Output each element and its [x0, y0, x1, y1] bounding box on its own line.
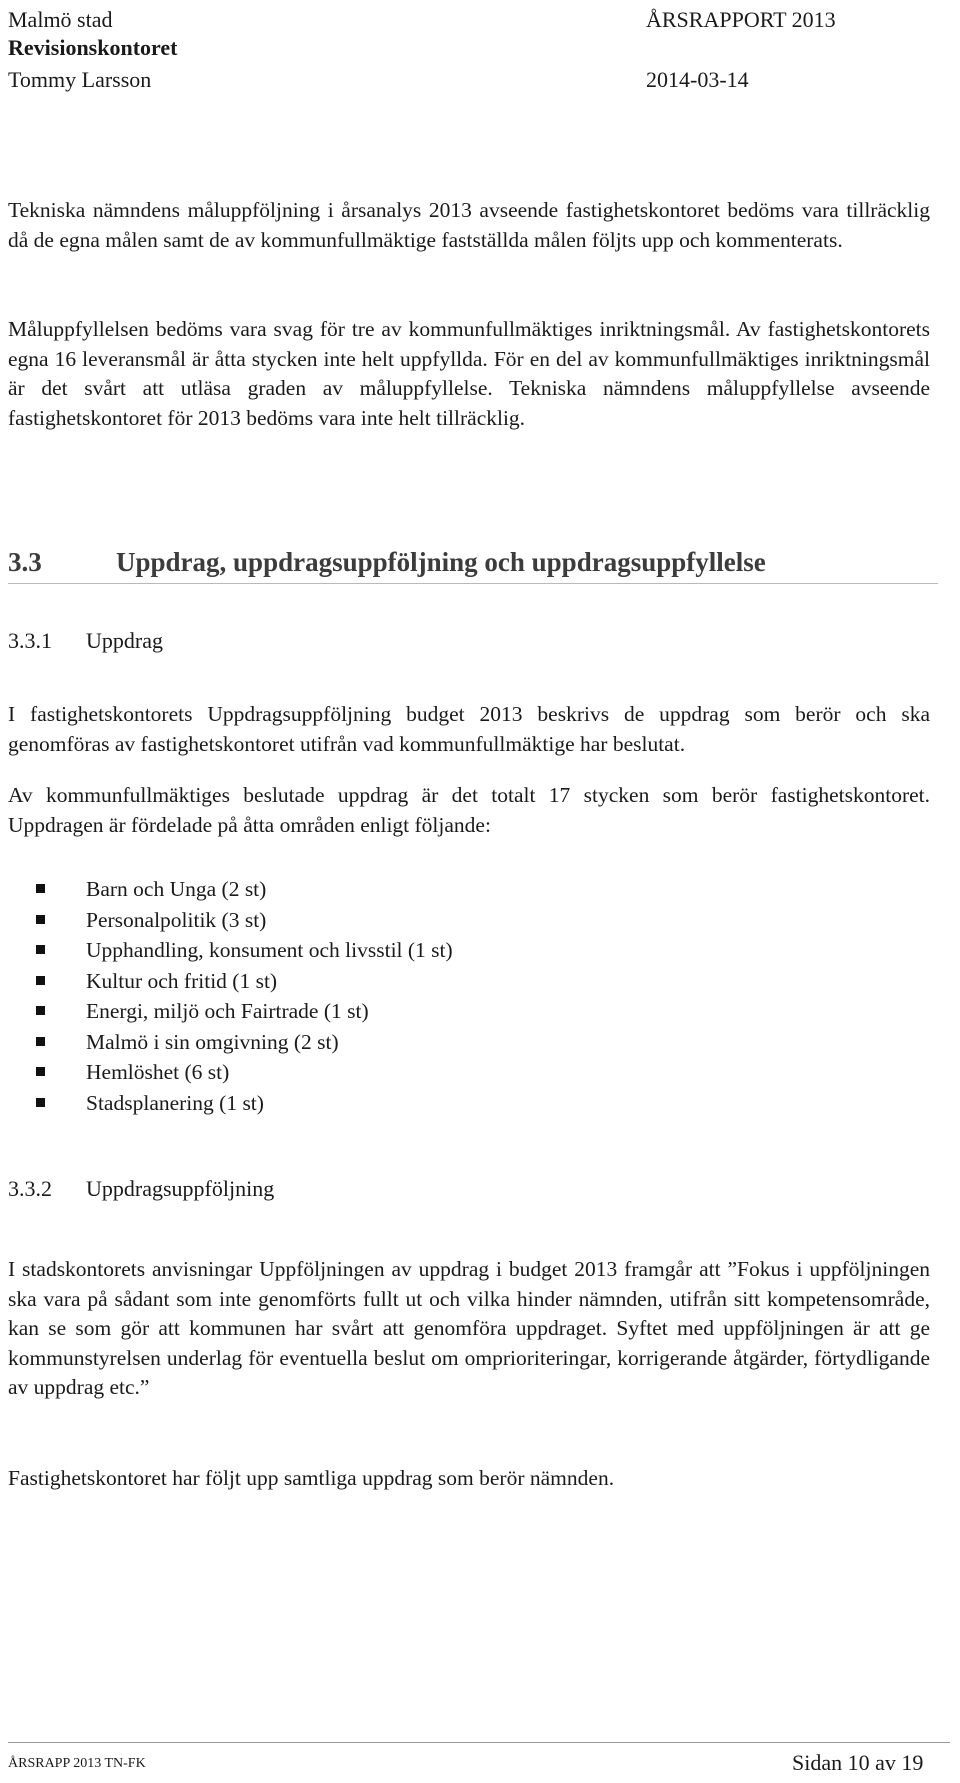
- list-item: Malmö i sin omgivning (2 st): [0, 1027, 453, 1058]
- list-item: Energi, miljö och Fairtrade (1 st): [0, 996, 453, 1027]
- section-number: 3.3: [8, 547, 42, 577]
- header-org: Malmö stad: [8, 7, 113, 32]
- header-row-3: [8, 66, 948, 94]
- bullet-square-icon: [36, 1098, 45, 1107]
- list-item: Kultur och fritid (1 st): [0, 966, 453, 997]
- subsection-heading-uppdrag: [8, 627, 163, 655]
- bullet-square-icon: [36, 1067, 45, 1076]
- list-item: Personalpolitik (3 st): [0, 905, 453, 936]
- subsection-title: Uppdrag: [86, 628, 163, 653]
- paragraph-goal-followup: Tekniska nämndens måluppföljning i årsanalys 2013 avseende fastighetskontoret bedöms vara tillräcklig då de egna målen samt de av kommunfullmäktige fastställda målen följts upp och kommenterats.: [8, 198, 930, 252]
- list-item: Stadsplanering (1 st): [0, 1088, 453, 1119]
- header-report: ÅRSRAPPORT 2013: [646, 7, 836, 32]
- bullet-square-icon: [36, 976, 45, 985]
- section-title: Uppdrag, uppdragsuppföljning och uppdragsuppfyllelse: [116, 547, 766, 577]
- subsection-number: 3.3.2: [8, 1176, 52, 1201]
- header-office: Revisionskontoret: [8, 35, 178, 60]
- bullet-square-icon: [36, 1037, 45, 1046]
- paragraph-followup-instructions: I stadskontorets anvisningar Uppföljningen av uppdrag i budget 2013 framgår att ”Fokus i uppföljningen ska vara på sådant som inte genomförts fullt ut och vilka hinder nämnden, utifrån sitt kompetensområde, kan se som gör att kommunen har svårt att genomföra uppdraget. Syftet med uppföljningen är att ge kommunstyrelsen underlag för eventuella beslut om omprioriteringar, korrigerande åtgärder, förtydligande av uppdrag etc.”: [8, 1257, 930, 1399]
- footer-divider: [8, 1742, 950, 1743]
- header-date: 2014-03-14: [646, 67, 749, 92]
- list-item: Upphandling, konsument och livsstil (1 st): [0, 935, 453, 966]
- paragraph-goal-fulfilment: Måluppfyllelsen bedöms vara svag för tre av kommunfullmäktiges inriktningsmål. Av fastighetskontorets egna 16 leveransmål är åtta stycken inte helt uppfyllda. För en del av kommunfullmäktiges inriktningsmål är det svårt att utläsa graden av måluppfyllelse. Tekniska nämndens måluppfyllelse avseende fastighetskontoret för 2013 bedöms vara inte helt tillräcklig.: [8, 317, 930, 430]
- header-row-1: [8, 6, 948, 34]
- subsection-number: 3.3.1: [8, 628, 52, 653]
- list-item: Barn och Unga (2 st): [0, 874, 453, 905]
- list-item: Hemlöshet (6 st): [0, 1057, 453, 1088]
- footer-doc-code: ÅRSRAPP 2013 TN-FK: [8, 1756, 146, 1771]
- paragraph-uppdrag-count: Av kommunfullmäktiges beslutade uppdrag är det totalt 17 stycken som berör fastighetskontoret. Uppdragen är fördelade på åtta områden enligt följande:: [8, 783, 930, 837]
- bullet-square-icon: [36, 884, 45, 893]
- paragraph-followup-done: Fastighetskontoret har följt upp samtliga uppdrag som berör nämnden.: [8, 1466, 615, 1490]
- header-author: Tommy Larsson: [8, 67, 152, 92]
- area-list: [0, 874, 453, 1118]
- section-heading: [8, 545, 938, 584]
- subsection-title: Uppdragsuppföljning: [86, 1176, 275, 1201]
- footer-page-number: Sidan 10 av 19: [792, 1750, 924, 1775]
- bullet-square-icon: [36, 915, 45, 924]
- bullet-square-icon: [36, 945, 45, 954]
- subsection-heading-uppdragsuppfoljning: [8, 1175, 274, 1203]
- paragraph-uppdrag-intro: I fastighetskontorets Uppdragsuppföljning budget 2013 beskrivs de uppdrag som berör och ska genomföras av fastighetskontoret utifrån vad kommunfullmäktige har beslutat.: [8, 702, 930, 756]
- header-row-2: [8, 34, 948, 62]
- bullet-square-icon: [36, 1006, 45, 1015]
